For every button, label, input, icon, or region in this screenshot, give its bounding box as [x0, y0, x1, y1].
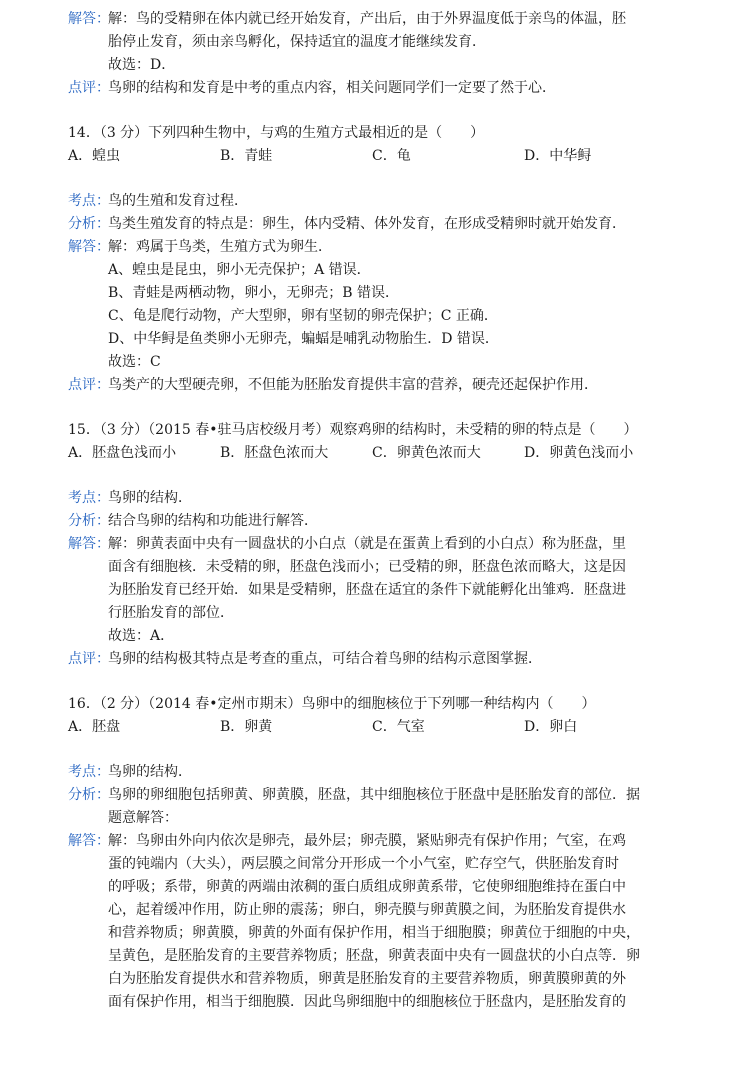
q15-kaodian — [68, 487, 682, 510]
q14-answer-line-1: 解：鸡属于鸟类，生殖方式为卵生． — [108, 239, 332, 255]
q14-answer-line-3: B、青蛙是两栖动物，卵小，无卵壳；B 错误． — [108, 285, 400, 301]
q15-analysis-text: 结合鸟卵的结构和功能进行解答． — [108, 513, 318, 529]
analysis-label: 分析： — [68, 787, 110, 803]
q13-answer-line-2: 胎停止发育，须由亲鸟孵化，保持适宜的温度才能继续发育． — [108, 34, 486, 50]
q13-comment — [68, 77, 682, 100]
q14-answer-line-6: 故选：C — [108, 354, 161, 370]
q16-answer-line-1: 解：鸟卵由外向内依次是卵壳，最外层；卵壳膜，紧贴卵壳有保护作用；气室，在鸡 — [108, 833, 626, 849]
q16-answer-line-7: 白为胚胎发育提供水和营养物质，卵黄是胚胎发育的主要营养物质，卵黄膜卵黄的外 — [108, 971, 626, 987]
answer-label: 解答： — [68, 833, 110, 849]
q16-analysis-line-1: 鸟卵的卵细胞包括卵黄、卵黄膜，胚盘，其中细胞核位于胚盘中是胚胎发育的部位．据 — [108, 787, 640, 803]
q14-answer — [68, 236, 682, 374]
q16-analysis — [68, 784, 682, 830]
q14-option-b: B．青蛙 — [220, 148, 273, 164]
q13-answer-line-1: 解：鸟的受精卵在体内就已经开始发育，产出后，由于外界温度低于亲鸟的体温，胚 — [108, 11, 626, 27]
q14-comment-text: 鸟类产的大型硬壳卵，不但能为胚胎发育提供丰富的营养，硬壳还起保护作用． — [108, 377, 598, 393]
q14-option-c: C．龟 — [372, 148, 411, 164]
q14-option-d: D．中华鲟 — [524, 148, 592, 164]
q16-kaodian — [68, 761, 682, 784]
q15-answer-line-2: 面含有细胞核．未受精的卵，胚盘色浅而小；已受精的卵，胚盘色浓而略大，这是因 — [108, 559, 626, 575]
q16-answer-line-8: 面有保护作用，相当于细胞膜．因此鸟卵细胞中的细胞核位于胚盘内，是胚胎发育的 — [108, 994, 626, 1010]
q15-stem: 15．（3 分）（2015 春•驻马店校级月考）观察鸡卵的结构时，未受精的卵的特点是（ ） — [68, 422, 638, 438]
q14-answer-line-5: D、中华鲟是鱼类卵小无卵壳，蝙蝠是哺乳动物胎生．D 错误． — [108, 331, 499, 347]
comment-label: 点评： — [68, 80, 110, 96]
q14-kaodian — [68, 190, 682, 213]
q16-answer-line-2: 蛋的钝端内（大头），两层膜之间常分开形成一个小气室，贮存空气，供胚胎发育时 — [108, 856, 619, 872]
q15-comment-text: 鸟卵的结构极其特点是考查的重点，可结合着鸟卵的结构示意图掌握． — [108, 651, 542, 667]
q15-options — [68, 442, 682, 465]
q14-kaodian-text: 鸟的生殖和发育过程． — [108, 193, 248, 209]
q16-analysis-line-2: 题意解答： — [108, 810, 178, 826]
q15-option-a: A．胚盘色浅而小 — [68, 445, 177, 461]
answer-label: 解答： — [68, 536, 110, 552]
q15-answer-line-5: 故选：A． — [108, 628, 175, 644]
kaodian-label: 考点： — [68, 490, 110, 506]
q16-kaodian-text: 鸟卵的结构． — [108, 764, 192, 780]
q14-analysis-text: 鸟类生殖发育的特点是：卵生，体内受精、体外发育，在形成受精卵时就开始发育． — [108, 216, 626, 232]
q15-answer-line-4: 行胚胎发育的部位． — [108, 605, 234, 621]
q16-option-c: C．气室 — [372, 719, 425, 735]
q14-answer-line-4: C、龟是爬行动物，产大型卵，卵有坚韧的卵壳保护；C 正确． — [108, 308, 498, 324]
kaodian-label: 考点： — [68, 193, 110, 209]
q15-option-d: D．卵黄色浅而小 — [524, 445, 634, 461]
q14-answer-line-2: A、蝗虫是昆虫，卵小无壳保护；A 错误． — [108, 262, 371, 278]
q14-option-a: A．蝗虫 — [68, 148, 121, 164]
q13-answer — [68, 8, 682, 77]
q15-answer — [68, 533, 682, 648]
q15-option-b: B．胚盘色浓而大 — [220, 445, 329, 461]
q13-comment-text: 鸟卵的结构和发育是中考的重点内容，相关问题同学们一定要了然于心． — [108, 80, 556, 96]
comment-label: 点评： — [68, 377, 110, 393]
q15-kaodian-text: 鸟卵的结构． — [108, 490, 192, 506]
kaodian-label: 考点： — [68, 764, 110, 780]
q13-answer-line-3: 故选：D． — [108, 57, 176, 73]
answer-label: 解答： — [68, 11, 110, 27]
q16-answer — [68, 830, 682, 1014]
q16-option-a: A．胚盘 — [68, 719, 121, 735]
q14-comment — [68, 374, 682, 397]
analysis-label: 分析： — [68, 513, 110, 529]
q16-answer-line-5: 和营养物质；卵黄膜，卵黄的外面有保护作用，相当于细胞膜；卵黄位于细胞的中央， — [108, 925, 640, 941]
q15-answer-line-3: 为胚胎发育已经开始．如果是受精卵，胚盘在适宜的条件下就能孵化出雏鸡．胚盘进 — [108, 582, 626, 598]
answer-label: 解答： — [68, 239, 110, 255]
q16-stem: 16．（2 分）（2014 春•定州市期末）鸟卵中的细胞核位于下列哪一种结构内（ ） — [68, 696, 596, 712]
q14-analysis — [68, 213, 682, 236]
q15-comment — [68, 648, 682, 671]
q14-stem: 14．（3 分）下列四种生物中，与鸡的生殖方式最相近的是（ ） — [68, 125, 485, 141]
q15-option-c: C．卵黄色浓而大 — [372, 445, 481, 461]
q16-answer-line-3: 的呼吸；系带，卵黄的两端由浓稠的蛋白质组成卵黄系带，它使卵细胞维持在蛋白中 — [108, 879, 626, 895]
q15-analysis — [68, 510, 682, 533]
q16-options — [68, 716, 682, 739]
comment-label: 点评： — [68, 651, 110, 667]
q14-options — [68, 145, 682, 168]
q16-option-d: D．卵白 — [524, 719, 578, 735]
q15-answer-line-1: 解：卵黄表面中央有一圆盘状的小白点（就是在蛋黄上看到的小白点）称为胚盘，里 — [108, 536, 626, 552]
q16-answer-line-6: 呈黄色，是胚胎发育的主要营养物质；胚盘，卵黄表面中央有一圆盘状的小白点等．卵 — [108, 948, 640, 964]
q16-answer-line-4: 心，起着缓冲作用，防止卵的震荡；卵白，卵壳膜与卵黄膜之间，为胚胎发育提供水 — [108, 902, 626, 918]
analysis-label: 分析： — [68, 216, 110, 232]
q16-option-b: B．卵黄 — [220, 719, 273, 735]
